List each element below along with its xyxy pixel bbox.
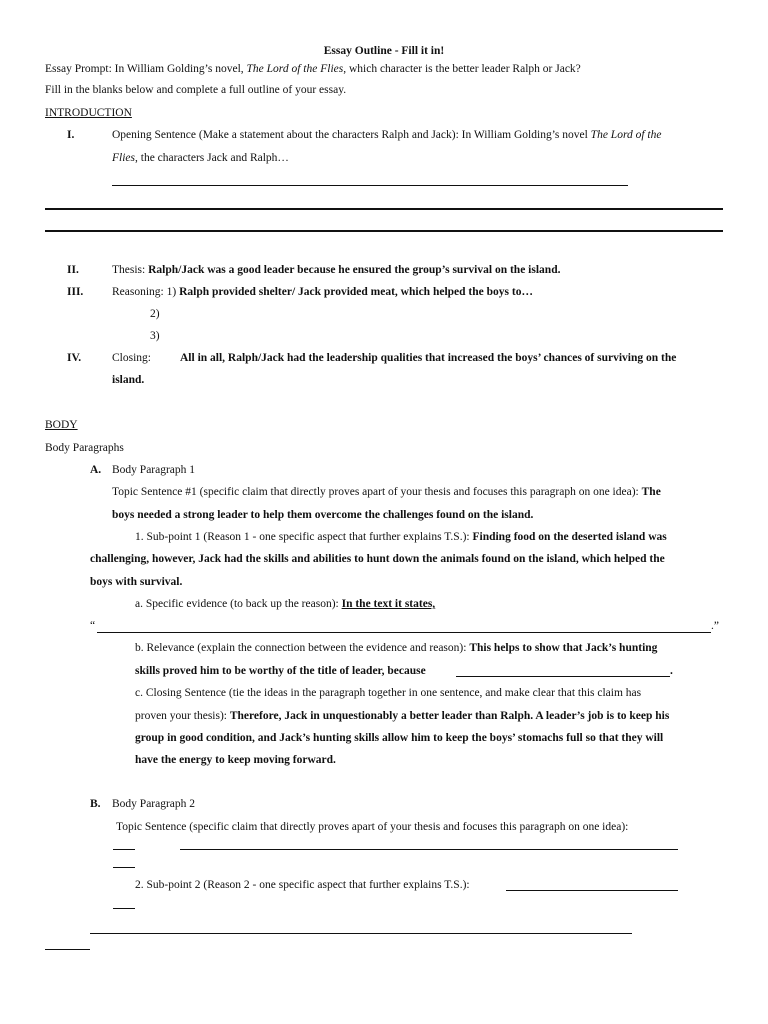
- paragraph-B-title: Body Paragraph 2: [112, 798, 196, 810]
- paragraph-A-title: Body Paragraph 1: [112, 464, 196, 476]
- sp-label: 1. Sub-point 1 (Reason 1 - one specific aspect that further explains T.S.):: [135, 531, 473, 543]
- thesis-text: Ralph/Jack was a good leader because he ensured the group’s survival on the island.: [148, 264, 561, 276]
- blank-line[interactable]: [45, 949, 90, 950]
- cs-text: Therefore, Jack in unquestionably a better leader than Ralph. A leader’s job is to keep his: [229, 710, 670, 722]
- relevance-end: .: [670, 665, 673, 677]
- item-II-number: II.: [67, 264, 79, 276]
- evidence-blank-line[interactable]: [97, 632, 711, 633]
- sub-point-1-end: boys with survival.: [90, 576, 183, 588]
- opening-book: The Lord of the: [590, 129, 662, 141]
- body-subheading: Body Paragraphs: [45, 442, 124, 454]
- relevance-blank-line[interactable]: [456, 676, 670, 677]
- ev-text: In the text it states,: [341, 598, 436, 610]
- body-heading: BODY: [45, 419, 78, 431]
- reasoning-label: Reasoning: 1): [112, 286, 180, 298]
- ev-label: a. Specific evidence (to back up the reason):: [135, 598, 342, 610]
- quote-open: “: [90, 620, 96, 632]
- prompt-text: Essay Prompt: In William Golding’s novel,: [45, 63, 247, 75]
- closing-text-end: island.: [112, 374, 145, 386]
- reason-3: 3): [150, 330, 160, 342]
- sp-text: Finding food on the deserted island was: [472, 531, 667, 543]
- opening-sentence: [112, 129, 662, 141]
- closing-sentence-end: have the energy to keep moving forward.: [135, 754, 336, 766]
- page-title: Essay Outline - Fill it in!: [323, 45, 445, 57]
- intro-heading: INTRODUCTION: [45, 107, 132, 119]
- closing-sentence: [135, 710, 669, 722]
- closing-sentence-label: c. Closing Sentence (tie the ideas in the paragraph together in one sentence, and make clear that this claim has: [135, 687, 642, 699]
- relevance: [135, 642, 657, 654]
- rel-label: b. Relevance (explain the connection between the evidence and reason):: [135, 642, 470, 654]
- blank-line[interactable]: [112, 185, 628, 186]
- prompt-text-end: , which character is the better leader Ralph or Jack?: [343, 63, 581, 75]
- cs-label: proven your thesis):: [135, 710, 230, 722]
- instruction: Fill in the blanks below and complete a full outline of your essay.: [45, 84, 347, 96]
- quote-close: .”: [711, 620, 719, 632]
- closing-sentence-cont: group in good condition, and Jack’s hunting skills allow him to keep the boys’ stomachs full so that they will: [135, 732, 664, 744]
- reason-2: 2): [150, 308, 160, 320]
- thesis: [112, 264, 560, 276]
- sub-point-1: [135, 531, 667, 543]
- blank-line[interactable]: [113, 849, 135, 850]
- blank-line[interactable]: [506, 890, 678, 891]
- sub-point-2: 2. Sub-point 2 (Reason 2 - one specific aspect that further explains T.S.):: [135, 879, 470, 891]
- paragraph-A-letter: A.: [90, 464, 102, 476]
- opening-sentence-cont: [112, 152, 289, 164]
- thesis-label: Thesis:: [112, 264, 149, 276]
- opening-text-end: , the characters Jack and Ralph…: [135, 152, 289, 164]
- item-I-number: I.: [67, 129, 75, 141]
- closing-text: All in all, Ralph/Jack had the leadership qualities that increased the boys’ chances of surviving on the: [180, 352, 677, 364]
- opening-book-end: Flies: [112, 152, 135, 164]
- topic-sentence-2: Topic Sentence (specific claim that directly proves apart of your thesis and focuses this paragraph on one idea):: [116, 821, 629, 833]
- ts-label: Topic Sentence #1 (specific claim that directly proves apart of your thesis and focuses this paragraph on one idea):: [112, 486, 642, 498]
- blank-line[interactable]: [113, 867, 135, 868]
- blank-line[interactable]: [180, 849, 678, 850]
- rel-text: This helps to show that Jack’s hunting: [469, 642, 658, 654]
- item-IV-number: IV.: [67, 352, 82, 364]
- relevance-cont: skills proved him to be worthy of the title of leader, because: [135, 665, 426, 677]
- paragraph-B-letter: B.: [90, 798, 101, 810]
- topic-sentence-1: [112, 486, 661, 498]
- opening-label: Opening Sentence (Make a statement about the characters Ralph and Jack): In William Golding’s novel: [112, 129, 591, 141]
- blank-line[interactable]: [45, 208, 723, 210]
- specific-evidence: [135, 598, 435, 610]
- topic-sentence-1-cont: boys needed a strong leader to help them overcome the challenges found on the island.: [112, 509, 534, 521]
- prompt-book: The Lord of the Flies: [246, 63, 344, 75]
- blank-line[interactable]: [45, 230, 723, 232]
- closing-label: Closing:: [112, 352, 151, 364]
- reasoning: [112, 286, 533, 298]
- reasoning-text: Ralph provided shelter/ Jack provided meat, which helped the boys to…: [179, 286, 533, 298]
- item-III-number: III.: [67, 286, 84, 298]
- ts-text: The: [641, 486, 661, 498]
- blank-line[interactable]: [90, 933, 632, 934]
- blank-line[interactable]: [113, 908, 135, 909]
- essay-prompt: [45, 63, 581, 75]
- sub-point-1-cont: challenging, however, Jack had the skills and abilities to hunt down the animals found on the island, which helped the: [90, 553, 665, 565]
